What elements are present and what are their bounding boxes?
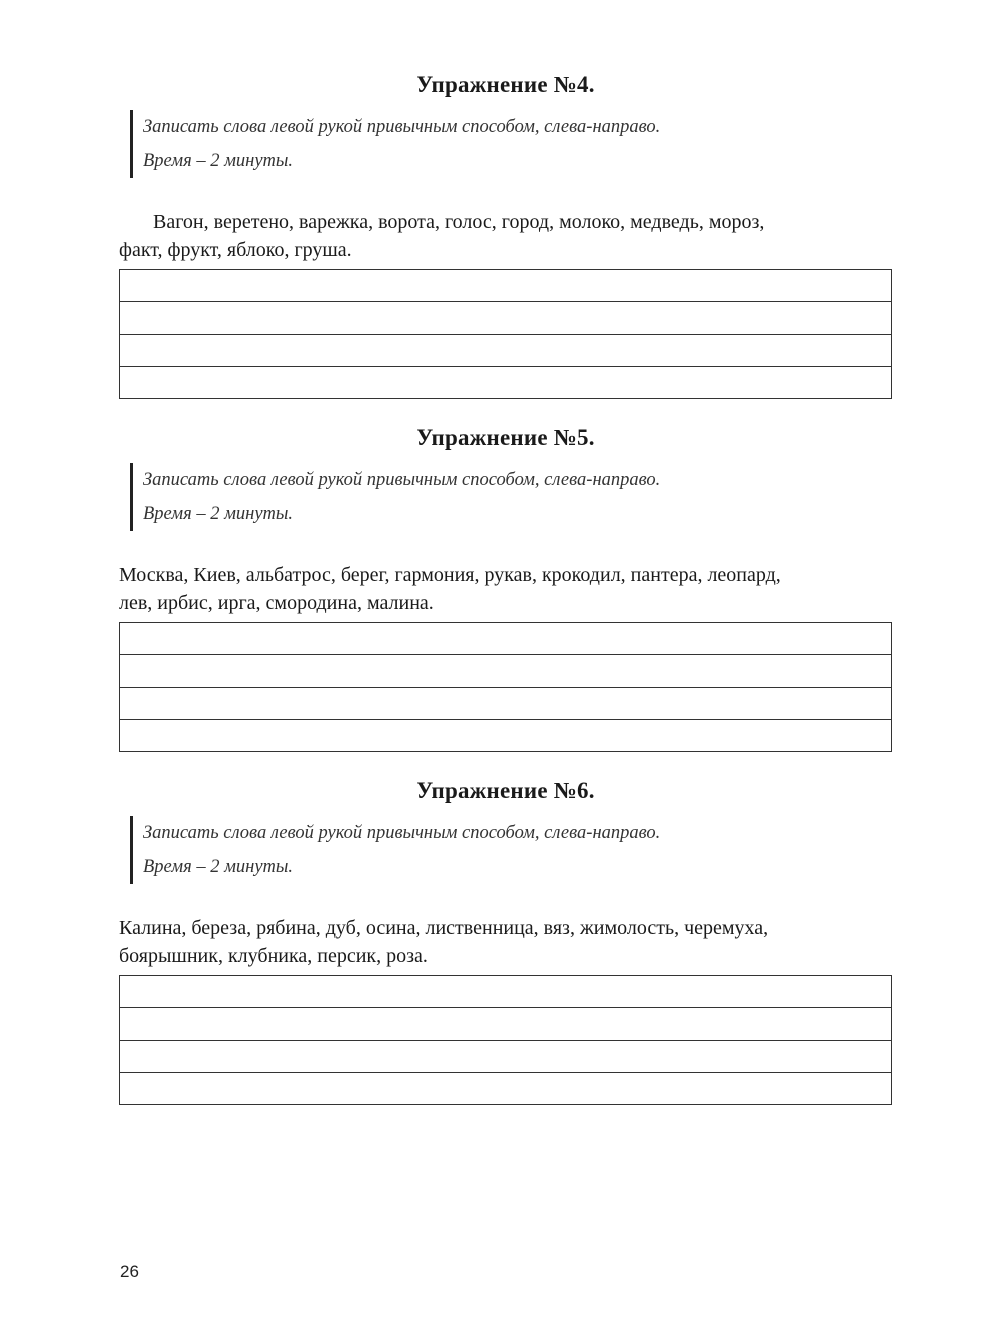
writing-line <box>120 687 891 688</box>
writing-line <box>120 719 891 720</box>
writing-line <box>120 654 891 655</box>
word-list-line-2: боярышник, клубника, персик, роза. <box>119 945 428 967</box>
word-list-line-1: Москва, Киев, альбатрос, берег, гармония, рукав, крокодил, пантера, леопард, <box>119 564 781 586</box>
exercise-title: Упражнение №6. <box>416 778 595 803</box>
instruction-block <box>130 463 883 531</box>
writing-line <box>120 301 891 302</box>
instruction-text: Записать слова левой рукой привычным способом, слева-направо. <box>143 470 661 490</box>
exercise-title: Упражнение №5. <box>416 425 595 450</box>
page-number: 26 <box>120 1262 139 1281</box>
writing-lines[interactable] <box>119 269 892 399</box>
word-list <box>119 561 892 617</box>
instruction-block <box>130 110 883 178</box>
word-list-line-2: лев, ирбис, ирга, смородина, малина. <box>119 592 434 614</box>
word-list-line-1: Калина, береза, рябина, дуб, осина, лиственница, вяз, жимолость, черемуха, <box>119 917 769 939</box>
instruction-text: Записать слова левой рукой привычным способом, слева-направо. <box>143 823 661 843</box>
writing-line <box>120 334 891 335</box>
instruction-text: Записать слова левой рукой привычным способом, слева-направо. <box>143 117 661 137</box>
word-list-line-1: Вагон, веретено, варежка, ворота, голос, город, молоко, медведь, мороз, <box>153 211 765 233</box>
writing-line <box>120 1007 891 1008</box>
time-limit: Время – 2 минуты. <box>143 151 294 171</box>
writing-lines[interactable] <box>119 975 892 1105</box>
word-list-line-2: факт, фрукт, яблоко, груша. <box>119 239 352 261</box>
writing-lines[interactable] <box>119 622 892 752</box>
writing-line <box>120 1040 891 1041</box>
instruction-block <box>130 816 883 884</box>
word-list <box>119 914 892 970</box>
writing-line <box>120 1072 891 1073</box>
time-limit: Время – 2 минуты. <box>143 857 294 877</box>
exercise-title: Упражнение №4. <box>416 72 595 97</box>
time-limit: Время – 2 минуты. <box>143 504 294 524</box>
writing-line <box>120 366 891 367</box>
word-list <box>119 208 892 264</box>
